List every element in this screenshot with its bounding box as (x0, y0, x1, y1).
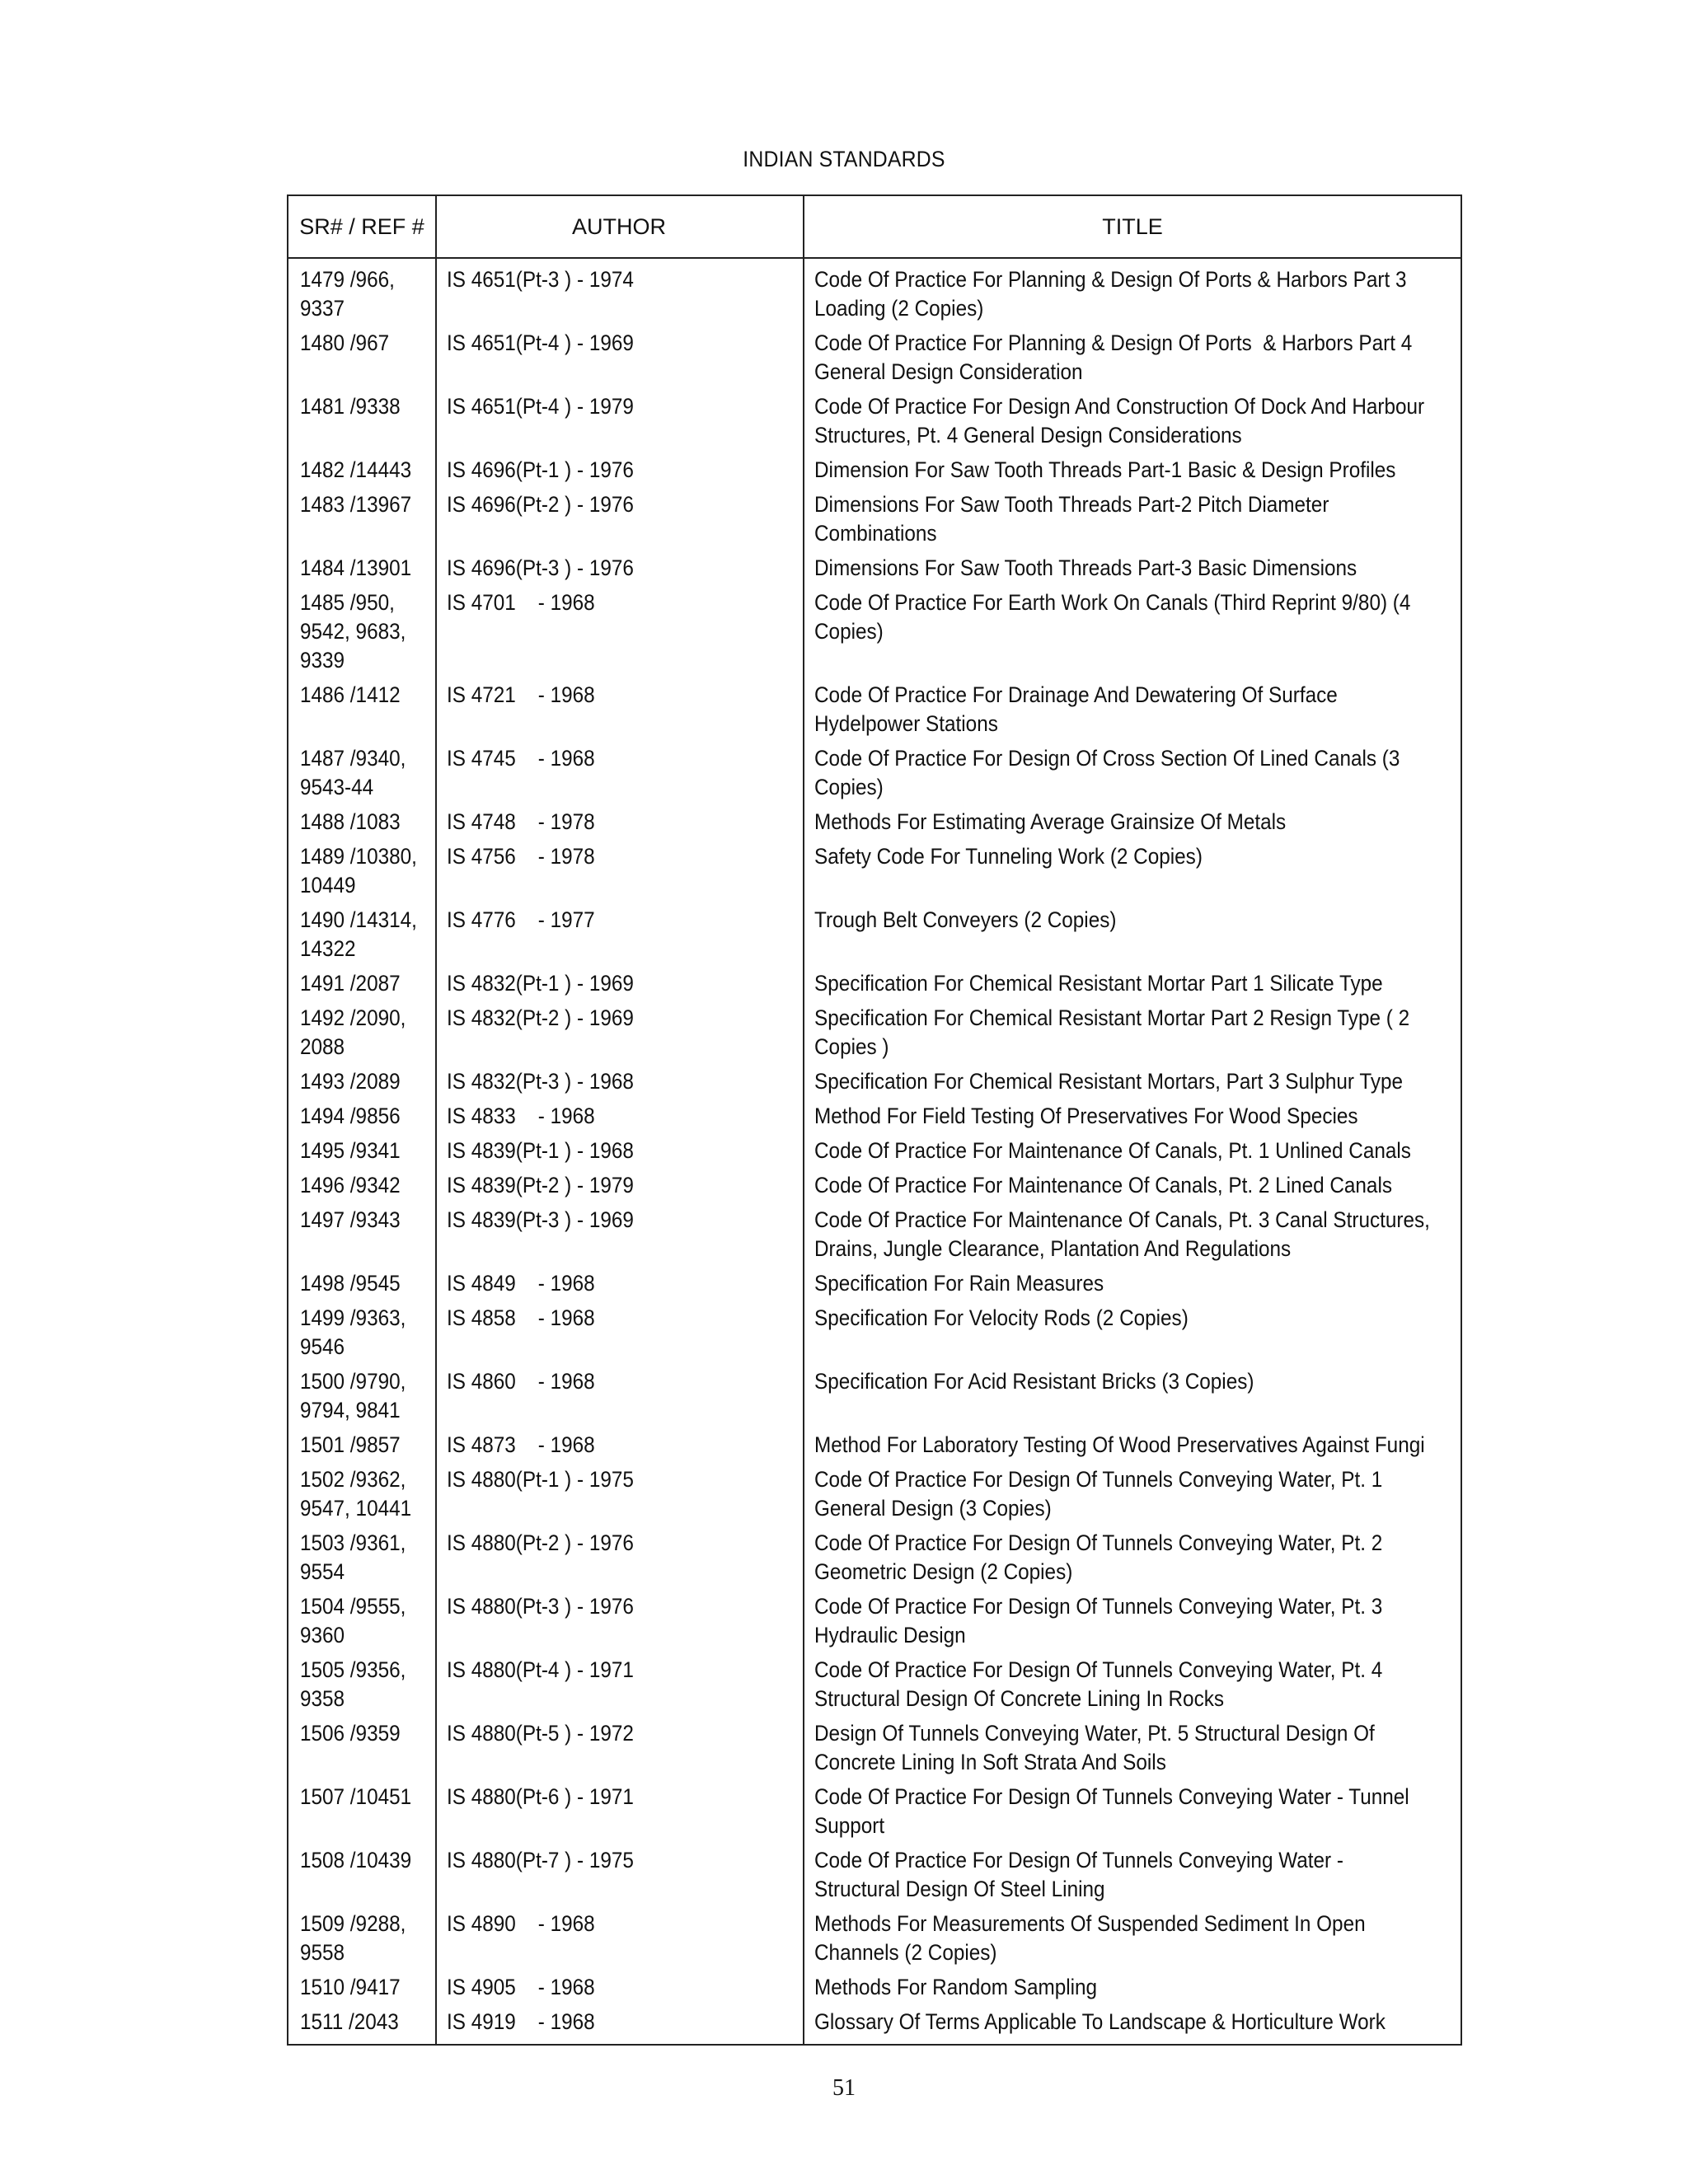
cell-author-text: IS 4858 - 1968 (447, 1305, 595, 1330)
cell-author (447, 1719, 793, 1748)
cell-title-text: Method For Laboratory Testing Of Wood Preservatives Against Fungi (814, 1432, 1425, 1457)
cell-sr-ref (300, 456, 429, 485)
cell-sr-ref (300, 1137, 429, 1165)
cell-title (814, 1137, 1461, 1165)
cell-sr-ref (300, 744, 429, 802)
cell-author (447, 1171, 793, 1200)
cell-sr-ref-text: 1490 /14314, 14322 (300, 907, 417, 961)
cell-sr-ref-text: 1483 /13967 (300, 492, 412, 517)
cell-title-text: Specification For Chemical Resistant Mortar Part 2 Resign Type ( 2 Copies ) (814, 1005, 1410, 1059)
cell-title (814, 1529, 1461, 1586)
table-row (288, 1592, 1461, 1656)
cell-author-text: IS 4873 - 1968 (447, 1432, 595, 1457)
cell-title-text: Methods For Measurements Of Suspended Sediment In Open Channels (2 Copies) (814, 1911, 1366, 1965)
cell-title (814, 1656, 1461, 1713)
table-row (288, 588, 1461, 681)
cell-title-text: Specification For Chemical Resistant Mortar Part 1 Silicate Type (814, 971, 1383, 996)
cell-sr-ref (300, 588, 429, 675)
cell-sr-ref-text: 1497 /9343 (300, 1207, 401, 1232)
cell-title-text: Code Of Practice For Design Of Tunnels Conveying Water - Structural Design Of Steel Lining (814, 1848, 1343, 1901)
cell-author (447, 554, 793, 583)
cell-title-text: Specification For Velocity Rods (2 Copies) (814, 1305, 1189, 1330)
table-row (288, 744, 1461, 808)
cell-title (814, 1206, 1461, 1263)
standards-table (287, 194, 1462, 2046)
cell-author (447, 1465, 793, 1494)
cell-sr-ref-text: 1487 /9340, 9543-44 (300, 746, 406, 799)
cell-author-text: IS 4839(Pt-2 ) - 1979 (447, 1173, 634, 1197)
cell-author-text: IS 4880(Pt-6 ) - 1971 (447, 1784, 634, 1809)
cell-sr-ref-text: 1507 /10451 (300, 1784, 412, 1809)
cell-title-text: Code Of Practice For Planning & Design Of Ports & Harbors Part 4 General Design Consideration (814, 330, 1413, 384)
table-header-row (288, 196, 1461, 259)
cell-title-text: Method For Field Testing Of Preservatives For Wood Species (814, 1104, 1358, 1128)
cell-sr-ref-text: 1491 /2087 (300, 971, 401, 996)
cell-title (814, 1431, 1461, 1460)
table-row (288, 1102, 1461, 1137)
cell-title-text: Trough Belt Conveyers (2 Copies) (814, 907, 1117, 932)
cell-sr-ref-text: 1481 /9338 (300, 394, 401, 419)
cell-sr-ref-text: 1508 /10439 (300, 1848, 412, 1872)
cell-author (447, 744, 793, 773)
table-row (288, 906, 1461, 969)
cell-author (447, 1529, 793, 1558)
table-row (288, 808, 1461, 842)
cell-author (447, 842, 793, 871)
cell-title (814, 808, 1461, 837)
cell-title (814, 969, 1461, 998)
cell-title-text: Glossary Of Terms Applicable To Landscape & Horticulture Work (814, 2009, 1386, 2034)
cell-sr-ref-text: 1489 /10380, 10449 (300, 844, 417, 898)
cell-title-text: Code Of Practice For Maintenance Of Canals, Pt. 2 Lined Canals (814, 1173, 1393, 1197)
cell-author (447, 456, 793, 485)
cell-title (814, 1171, 1461, 1200)
cell-sr-ref-text: 1484 /13901 (300, 555, 412, 580)
cell-author (447, 1656, 793, 1685)
cell-sr-ref (300, 1973, 429, 2002)
cell-sr-ref-text: 1486 /1412 (300, 682, 401, 707)
cell-sr-ref-text: 1495 /9341 (300, 1138, 401, 1163)
cell-title-text: Code Of Practice For Planning & Design Of Ports & Harbors Part 3 Loading (2 Copies) (814, 267, 1407, 321)
table-row (288, 1431, 1461, 1465)
cell-sr-ref (300, 808, 429, 837)
cell-author-text: IS 4696(Pt-1 ) - 1976 (447, 457, 634, 482)
cell-sr-ref-text: 1492 /2090, 2088 (300, 1005, 406, 1059)
cell-title (814, 1465, 1461, 1523)
cell-title (814, 1910, 1461, 1967)
cell-sr-ref (300, 906, 429, 963)
table-row (288, 1004, 1461, 1067)
cell-sr-ref-text: 1510 /9417 (300, 1975, 401, 1999)
cell-author (447, 681, 793, 710)
cell-sr-ref (300, 1431, 429, 1460)
cell-title (814, 329, 1461, 387)
cell-sr-ref-text: 1501 /9857 (300, 1432, 401, 1457)
table-row (288, 1206, 1461, 1269)
cell-author-text: IS 4756 - 1978 (447, 844, 595, 869)
cell-title (814, 2008, 1461, 2036)
cell-sr-ref-text: 1496 /9342 (300, 1173, 401, 1197)
cell-author (447, 265, 793, 294)
cell-sr-ref (300, 842, 429, 900)
cell-author-text: IS 4651(Pt-4 ) - 1979 (447, 394, 634, 419)
table-row (288, 1465, 1461, 1529)
cell-sr-ref (300, 969, 429, 998)
table-row (288, 2008, 1461, 2042)
cell-title (814, 906, 1461, 935)
cell-author (447, 1783, 793, 1811)
cell-title-text: Methods For Estimating Average Grainsize Of Metals (814, 809, 1287, 834)
cell-title (814, 1102, 1461, 1131)
cell-author (447, 1004, 793, 1033)
cell-sr-ref (300, 1465, 429, 1523)
cell-title (814, 1973, 1461, 2002)
cell-author (447, 1367, 793, 1396)
cell-author (447, 906, 793, 935)
cell-title-text: Code Of Practice For Drainage And Dewatering Of Surface Hydelpower Stations (814, 682, 1338, 736)
cell-author-text: IS 4880(Pt-7 ) - 1975 (447, 1848, 634, 1872)
cell-author (447, 1269, 793, 1298)
table-row (288, 392, 1461, 456)
cell-sr-ref-text: 1488 /1083 (300, 809, 401, 834)
cell-title (814, 456, 1461, 485)
cell-title (814, 1004, 1461, 1062)
cell-sr-ref-text: 1509 /9288, 9558 (300, 1911, 406, 1965)
cell-author-text: IS 4839(Pt-3 ) - 1969 (447, 1207, 634, 1232)
cell-author-text: IS 4833 - 1968 (447, 1104, 595, 1128)
table-row (288, 1719, 1461, 1783)
cell-title (814, 1846, 1461, 1904)
cell-sr-ref (300, 1171, 429, 1200)
cell-sr-ref (300, 1656, 429, 1713)
table-row (288, 1367, 1461, 1431)
cell-author-text: IS 4832(Pt-3 ) - 1968 (447, 1069, 634, 1094)
cell-sr-ref-text: 1494 /9856 (300, 1104, 401, 1128)
cell-title-text: Specification For Acid Resistant Bricks (3 Copies) (814, 1369, 1254, 1394)
table-row (288, 490, 1461, 554)
cell-author-text: IS 4905 - 1968 (447, 1975, 595, 1999)
cell-sr-ref (300, 1067, 429, 1096)
table-row (288, 1783, 1461, 1846)
cell-sr-ref-text: 1479 /966, 9337 (300, 267, 395, 321)
cell-sr-ref (300, 1304, 429, 1361)
cell-author-text: IS 4651(Pt-3 ) - 1974 (447, 267, 634, 292)
cell-title-text: Dimensions For Saw Tooth Threads Part-3 Basic Dimensions (814, 555, 1357, 580)
cell-sr-ref (300, 1269, 429, 1298)
cell-sr-ref-text: 1504 /9555, 9360 (300, 1594, 406, 1647)
cell-title (814, 392, 1461, 450)
cell-author-text: IS 4860 - 1968 (447, 1369, 595, 1394)
cell-author-text: IS 4890 - 1968 (447, 1911, 595, 1936)
table-body (288, 265, 1461, 2042)
cell-author (447, 808, 793, 837)
cell-sr-ref (300, 1846, 429, 1875)
cell-title (814, 1367, 1461, 1396)
cell-author-text: IS 4919 - 1968 (447, 2009, 595, 2034)
cell-author (447, 1431, 793, 1460)
cell-title-text: Code Of Practice For Design Of Tunnels Conveying Water - Tunnel Support (814, 1784, 1409, 1838)
table-row (288, 1656, 1461, 1719)
cell-sr-ref-text: 1505 /9356, 9358 (300, 1657, 406, 1711)
cell-author-text: IS 4651(Pt-4 ) - 1969 (447, 330, 634, 355)
cell-author (447, 1102, 793, 1131)
cell-author-text: IS 4696(Pt-3 ) - 1976 (447, 555, 634, 580)
cell-author-text: IS 4832(Pt-2 ) - 1969 (447, 1005, 634, 1030)
header-author: AUTHOR (572, 213, 666, 239)
cell-sr-ref (300, 1719, 429, 1748)
table-row (288, 456, 1461, 490)
cell-author (447, 392, 793, 421)
table-row (288, 1137, 1461, 1171)
cell-title (814, 744, 1461, 802)
table-row (288, 1846, 1461, 1910)
cell-author (447, 1973, 793, 2002)
cell-title (814, 1269, 1461, 1298)
cell-sr-ref (300, 1102, 429, 1131)
cell-sr-ref-text: 1493 /2089 (300, 1069, 401, 1094)
table-row (288, 1067, 1461, 1102)
cell-title-text: Dimension For Saw Tooth Threads Part-1 Basic & Design Profiles (814, 457, 1396, 482)
cell-sr-ref-text: 1502 /9362, 9547, 10441 (300, 1467, 412, 1521)
cell-sr-ref (300, 1910, 429, 1967)
cell-title-text: Code Of Practice For Earth Work On Canals (Third Reprint 9/80) (4 Copies) (814, 590, 1411, 644)
cell-author-text: IS 4748 - 1978 (447, 809, 595, 834)
cell-sr-ref-text: 1480 /967 (300, 330, 390, 355)
table-row (288, 1973, 1461, 2008)
table-row (288, 1910, 1461, 1973)
table-row (288, 265, 1461, 329)
cell-sr-ref (300, 329, 429, 358)
cell-author (447, 1592, 793, 1621)
cell-sr-ref-text: 1511 /2043 (300, 2009, 399, 2034)
cell-title (814, 681, 1461, 738)
cell-author-text: IS 4721 - 1968 (447, 682, 595, 707)
cell-author-text: IS 4880(Pt-1 ) - 1975 (447, 1467, 634, 1492)
cell-title (814, 588, 1461, 646)
cell-author-text: IS 4832(Pt-1 ) - 1969 (447, 971, 634, 996)
cell-title-text: Code Of Practice For Design Of Cross Section Of Lined Canals (3 Copies) (814, 746, 1400, 799)
cell-title-text: Methods For Random Sampling (814, 1975, 1098, 1999)
cell-author (447, 1137, 793, 1165)
cell-sr-ref (300, 554, 429, 583)
cell-author-text: IS 4880(Pt-3 ) - 1976 (447, 1594, 634, 1619)
cell-author-text: IS 4880(Pt-5 ) - 1972 (447, 1721, 634, 1746)
cell-sr-ref (300, 2008, 429, 2036)
cell-title (814, 842, 1461, 871)
cell-author-text: IS 4839(Pt-1 ) - 1968 (447, 1138, 634, 1163)
cell-author-text: IS 4701 - 1968 (447, 590, 595, 615)
cell-author (447, 1910, 793, 1938)
cell-title-text: Code Of Practice For Design Of Tunnels Conveying Water, Pt. 1 General Design (3 Copies) (814, 1467, 1383, 1521)
table-row (288, 1529, 1461, 1592)
table-row (288, 1171, 1461, 1206)
cell-title-text: Specification For Rain Measures (814, 1271, 1104, 1296)
cell-sr-ref-text: 1500 /9790, 9794, 9841 (300, 1369, 406, 1422)
cell-sr-ref (300, 1783, 429, 1811)
table-row (288, 842, 1461, 906)
cell-author (447, 1846, 793, 1875)
cell-sr-ref (300, 681, 429, 710)
table-row (288, 329, 1461, 392)
cell-sr-ref (300, 1592, 429, 1650)
cell-title (814, 1592, 1461, 1650)
cell-title-text: Dimensions For Saw Tooth Threads Part-2 Pitch Diameter Combinations (814, 492, 1329, 546)
cell-author (447, 329, 793, 358)
cell-title (814, 1783, 1461, 1840)
cell-author (447, 490, 793, 519)
cell-sr-ref (300, 392, 429, 421)
cell-author (447, 1206, 793, 1235)
cell-sr-ref-text: 1485 /950, 9542, 9683, 9339 (300, 590, 406, 673)
header-sr-ref: SR# / REF # (299, 213, 424, 239)
cell-sr-ref-text: 1482 /14443 (300, 457, 412, 482)
cell-sr-ref-text: 1506 /9359 (300, 1721, 401, 1746)
cell-author-text: IS 4880(Pt-2 ) - 1976 (447, 1530, 634, 1555)
cell-author-text: IS 4880(Pt-4 ) - 1971 (447, 1657, 634, 1682)
cell-sr-ref (300, 490, 429, 519)
cell-title-text: Code Of Practice For Design Of Tunnels Conveying Water, Pt. 2 Geometric Design (2 Copies) (814, 1530, 1383, 1584)
header-title: TITLE (1102, 213, 1163, 239)
cell-title-text: Code Of Practice For Maintenance Of Canals, Pt. 1 Unlined Canals (814, 1138, 1411, 1163)
cell-title (814, 1304, 1461, 1333)
cell-title (814, 554, 1461, 583)
cell-title (814, 1719, 1461, 1777)
cell-sr-ref (300, 1004, 429, 1062)
cell-sr-ref (300, 1206, 429, 1235)
cell-author (447, 1304, 793, 1333)
cell-sr-ref-text: 1499 /9363, 9546 (300, 1305, 406, 1359)
cell-title (814, 1067, 1461, 1096)
table-row (288, 1269, 1461, 1304)
cell-sr-ref (300, 265, 429, 323)
cell-title-text: Code Of Practice For Design And Construction Of Dock And Harbour Structures, Pt. 4 General Design Considerations (814, 394, 1425, 448)
cell-author (447, 969, 793, 998)
cell-author-text: IS 4745 - 1968 (447, 746, 595, 771)
cell-sr-ref-text: 1498 /9545 (300, 1271, 401, 1296)
cell-title-text: Design Of Tunnels Conveying Water, Pt. 5 Structural Design Of Concrete Lining In Soft Strata And Soils (814, 1721, 1375, 1774)
table-row (288, 554, 1461, 588)
cell-author (447, 1067, 793, 1096)
cell-author-text: IS 4776 - 1977 (447, 907, 595, 932)
table-row (288, 969, 1461, 1004)
cell-title-text: Specification For Chemical Resistant Mortars, Part 3 Sulphur Type (814, 1069, 1404, 1094)
cell-sr-ref (300, 1529, 429, 1586)
page-number: 51 (832, 2075, 856, 2101)
table-row (288, 681, 1461, 744)
cell-sr-ref-text: 1503 /9361, 9554 (300, 1530, 406, 1584)
cell-author-text: IS 4849 - 1968 (447, 1271, 595, 1296)
cell-title-text: Code Of Practice For Design Of Tunnels Conveying Water, Pt. 3 Hydraulic Design (814, 1594, 1383, 1647)
cell-title-text: Safety Code For Tunneling Work (2 Copies) (814, 844, 1203, 869)
cell-author (447, 2008, 793, 2036)
cell-author (447, 588, 793, 617)
cell-title-text: Code Of Practice For Maintenance Of Canals, Pt. 3 Canal Structures, Drains, Jungle Clearance, Plantation And Regulations (814, 1207, 1430, 1261)
cell-title (814, 490, 1461, 548)
cell-author-text: IS 4696(Pt-2 ) - 1976 (447, 492, 634, 517)
cell-sr-ref (300, 1367, 429, 1425)
cell-title (814, 265, 1461, 323)
table-row (288, 1304, 1461, 1367)
cell-title-text: Code Of Practice For Design Of Tunnels Conveying Water, Pt. 4 Structural Design Of Concrete Lining In Rocks (814, 1657, 1383, 1711)
page-title: INDIAN STANDARDS (743, 147, 945, 171)
